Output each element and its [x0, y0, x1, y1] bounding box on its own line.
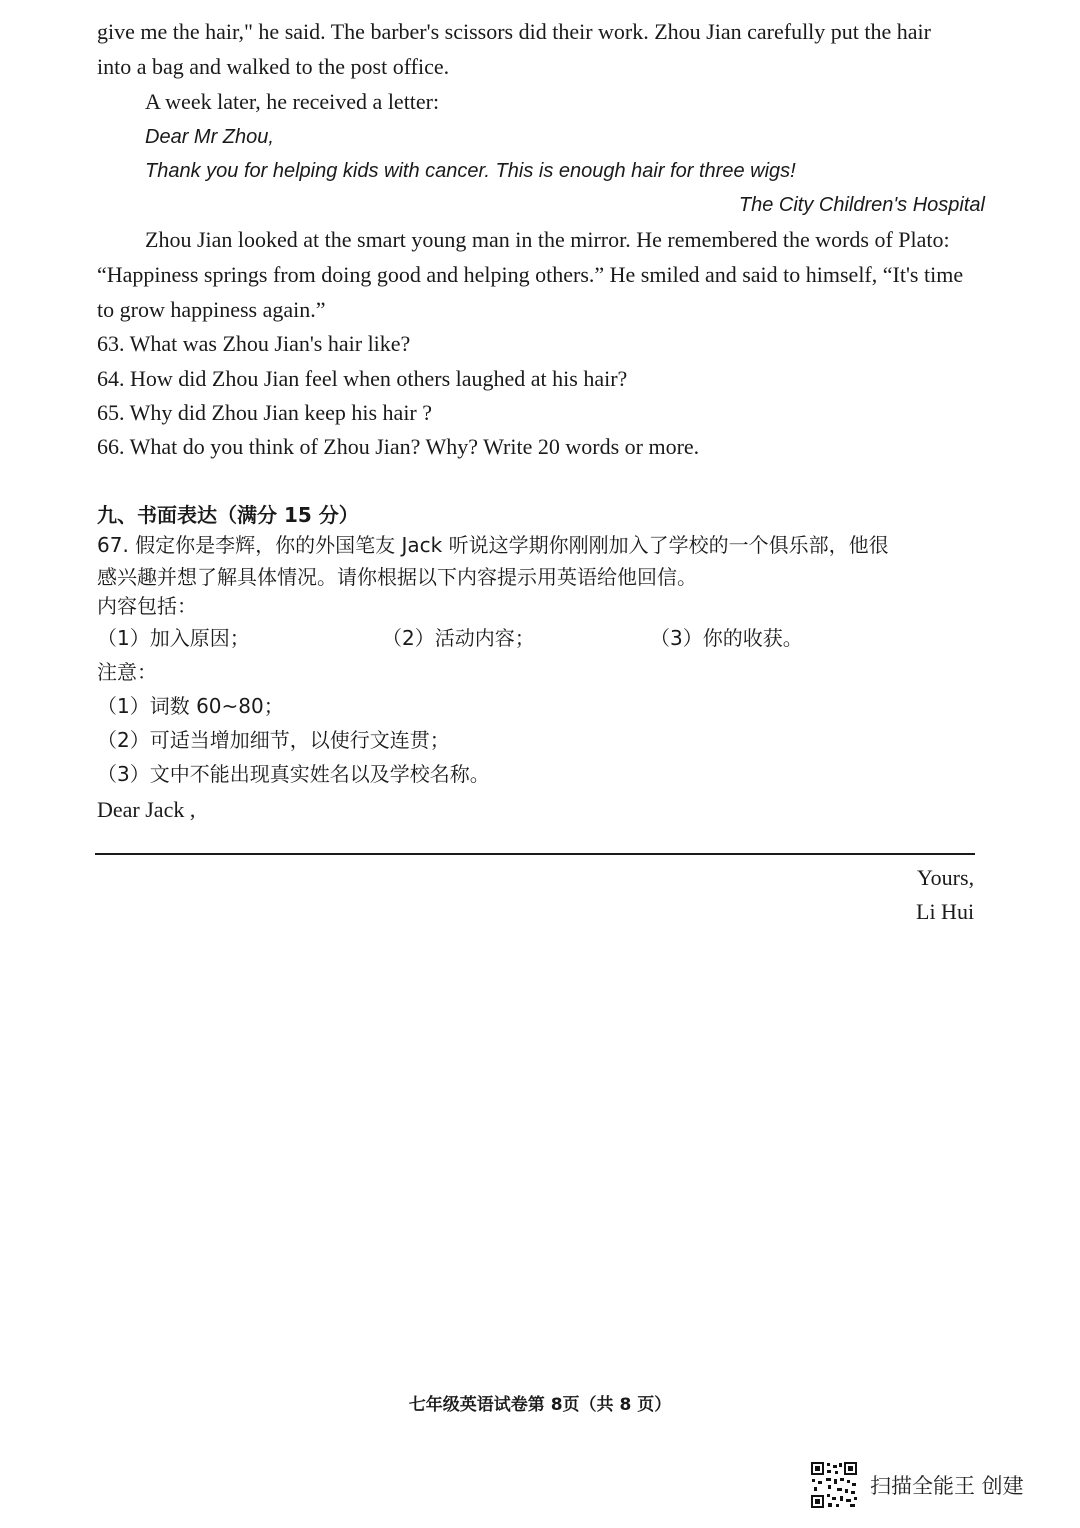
closing: Yours, — [917, 865, 975, 890]
prompt-line: 感兴趣并想了解具体情况。请你根据以下内容提示用英语给他回信。 — [97, 565, 697, 589]
note-item: （2）可适当增加细节，以使行文连贯； — [97, 728, 450, 752]
question-65: 65. Why did Zhou Jian keep his hair ? — [97, 400, 433, 425]
letter-body: Thank you for helping kids with cancer. This is enough hair for three wigs! — [145, 160, 796, 182]
content-item: （3）你的收获。 — [650, 626, 803, 650]
passage-line: give me the hair," he said. The barber's scissors did their work. Zhou Jian carefully put the hair — [97, 19, 931, 44]
signature: Li Hui — [916, 899, 975, 924]
letter-greeting: Dear Mr Zhou, — [145, 126, 274, 148]
passage-line: to grow happiness again.” — [97, 297, 326, 322]
passage-line: A week later, he received a letter: — [145, 89, 440, 114]
page-footer: 七年级英语试卷第 8页（共 8 页） — [408, 1395, 672, 1415]
letter-greeting-dear-jack: Dear Jack , — [97, 797, 196, 822]
qr-code-icon — [810, 1461, 858, 1509]
letter-signature: The City Children's Hospital — [738, 194, 985, 216]
passage-line: into a bag and walked to the post office. — [97, 54, 450, 79]
content-label: 内容包括： — [97, 594, 197, 618]
question-64: 64. How did Zhou Jian feel when others laughed at his hair? — [97, 366, 628, 391]
note-item: （3）文中不能出现真实姓名以及学校名称。 — [97, 762, 490, 786]
passage-line: “Happiness springs from doing good and helping others.” He smiled and said to himself, “It's time — [97, 262, 964, 287]
notes-label: 注意： — [97, 660, 157, 684]
prompt-line: 67. 假定你是李辉，你的外国笔友 Jack 听说这学期你刚刚加入了学校的一个俱乐部，他很 — [97, 533, 889, 557]
scanner-watermark: 扫描全能王 创建 — [870, 1474, 1024, 1498]
answer-line[interactable] — [95, 853, 975, 855]
passage-line: Zhou Jian looked at the smart young man in the mirror. He remembered the words of Plato: — [145, 227, 950, 252]
content-item: （2）活动内容； — [382, 626, 535, 650]
question-63: 63. What was Zhou Jian's hair like? — [97, 331, 411, 356]
question-66: 66. What do you think of Zhou Jian? Why? Write 20 words or more. — [97, 434, 700, 459]
note-item: （1）词数 60~80； — [97, 694, 284, 718]
content-item: （1）加入原因； — [97, 626, 250, 650]
section-title: 九、书面表达（满分 15 分） — [97, 503, 359, 527]
